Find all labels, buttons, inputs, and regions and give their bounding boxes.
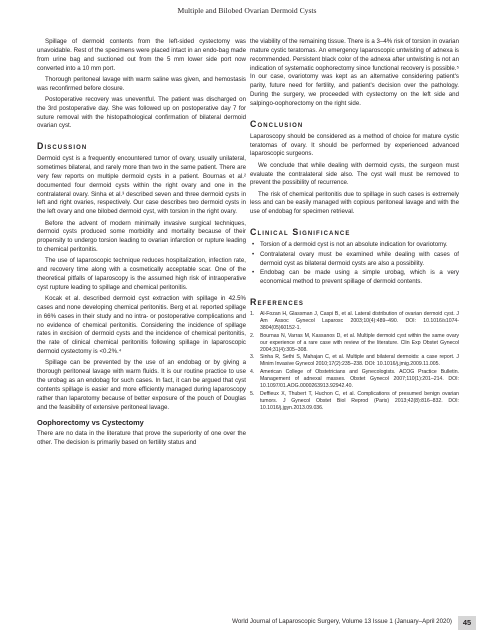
clinical-significance-list bbox=[250, 241, 459, 287]
reference-number: 1. bbox=[250, 310, 255, 317]
references-heading: References bbox=[250, 296, 305, 307]
body-paragraph: Thorough peritoneal lavage with warm saline was given, and hemostasis was reconfirmed before closure. bbox=[37, 75, 246, 92]
body-paragraph: the viability of the remaining tissue. There is a 3–4% risk of torsion in ovarian mature cystic teratomas. An emergency laparoscopic untwisting of adnexa is recommended. Persistent black color of the adnexa after untwisting is not an indication of systematic oophorectomy since functional recovery is possible.⁵ In our case, ovariotomy was kept as an alternative considering patient's parity, future need for fertility, and patient's decision over the pathology. During the surgery, we proceeded with cystectomy on the left side and salpingo-oophorectomy on the right side. bbox=[250, 38, 459, 107]
reference-text: American College of Obstetricians and Gynecologists. ACOG Practice Bulletin. Management of adnexal masses. Obstet Gynecol 2007;110(1):201–214. DOI: 10.1097/01.AOG.0000263913.92942.40. bbox=[260, 369, 459, 390]
body-paragraph: Laparoscopy should be considered as a method of choice for mature cystic teratomas of ovary. It should be performed by experienced advanced laparoscopic surgeons. bbox=[250, 132, 459, 158]
reference-item bbox=[250, 332, 459, 354]
reference-item bbox=[250, 369, 459, 390]
body-paragraph: Before the advent of modern minimally invasive surgical techniques, dermoid cysts produced some morbidity and mortality because of their propensity to undergo torsion leading to ovarian infarction or rupture leading to chemical peritonitis. bbox=[37, 219, 246, 254]
running-head: Multiple and Bilobed Ovarian Dermoid Cysts bbox=[177, 6, 317, 15]
reference-item bbox=[250, 354, 459, 368]
reference-item bbox=[250, 310, 459, 332]
list-item: • Torsion of a dermoid cyst is not an absolute indication for ovariotomy. bbox=[260, 241, 459, 250]
reference-list bbox=[250, 311, 459, 412]
body-paragraph: Spillage can be prevented by the use of an endobag or by giving a thorough peritoneal lavage with warm fluids. It is our routine practice to use the urobag as an endobag for such cases. In fact, it can be argued that cyst contents spillage is easier and more efficiently managed during laparoscopy rather than laparotomy because of better exposure of the pouch of Douglas and the feasibility of extensive peritoneal lavage. bbox=[37, 359, 246, 411]
reference-text: Sinha R, Sethi S, Mahajan C, et al. Multiple and bilateral dermoids: a case report. J Minim Invasive Gynecol 2010;17(2):235–238. DOI: 10.1016/j.jmig.2009.11.005. bbox=[260, 354, 459, 368]
body-paragraph: Dermoid cyst is a frequently encountered tumor of ovary, usually unilateral, sometimes bilateral, and rarely more than two in the same patient. There are very few reports on multiple dermoid cysts in a patient. Bournas et al.² documented four dermoid cysts within the right ovary and one in the contralateral ovary. Sinha et al.³ described seven and three dermoid cysts in left and right ovaries, respectively. Our case describes two dermoid cysts in the left ovary and one bilobed dermoid cyst, with torsion in the right ovary. bbox=[37, 155, 246, 216]
page-footer bbox=[0, 616, 494, 632]
body-paragraph: The risk of chemical peritonitis due to spillage in such cases is extremely less and can be easily managed with copious peritoneal lavage and with the use of endobag for specimen retrieval. bbox=[250, 190, 459, 216]
clinical-significance-heading: Clinical Significance bbox=[250, 227, 351, 238]
body-paragraph: We conclude that while dealing with dermoid cysts, the surgeon must evaluate the contralateral side also. The cyst wall must be removed to prevent the possibility of recurrence. bbox=[250, 161, 459, 187]
list-item: • Contralateral ovary must be examined while dealing with cases of dermoid cyst as bilateral dermoid cysts are also a possibility. bbox=[260, 251, 459, 269]
reference-text: Bournas N, Varras M, Kassanos D, et al. Multiple dermoid cyst within the same ovary our experience of a rare case with review of the literature. Clin Exp Obstet Gynecol 2004;31(4):305–308. bbox=[260, 332, 459, 353]
body-paragraph: The use of laparoscopic technique reduces hospitalization, infection rate, and recovery time along with a cosmetically acceptable scar. One of the theoretical pitfalls of laparoscopy is the assumed high risk of intraoperative cyst rupture leading to spillage and chemical peritonitis. bbox=[37, 257, 246, 291]
reference-number: 3. bbox=[250, 354, 255, 361]
body-paragraph: Spillage of dermoid contents from the left-sided cystectomy was unavoidable. Rest of the specimens were placed intact in an endo-bag made from urine bag and suctioned out from the 5 mm lower side port now converted into a 10 mm port. bbox=[37, 38, 246, 72]
body-paragraph: Kocak et al. described dermoid cyst extraction with spillage in 42.5% cases and none developing chemical peritonitis. Berg et al. reported spillage in 66% cases in their study and no intra- or postoperative complications and no evidence of chemical peritonitis. Considering the incidence of spillage rates in excision of dermoid cysts and the incidence of chemical peritonitis, the rate of clinical chemical peritonitis following spillage in laparoscopic dermoid cystectomy is <0.2%.⁴ bbox=[37, 295, 246, 356]
oophorectomy-heading: Oophorectomy vs Cystectomy bbox=[37, 418, 144, 428]
reference-number: 2. bbox=[250, 332, 255, 339]
right-column bbox=[250, 38, 459, 413]
reference-text: Deffieux X, Thubert T, Huchon C, et al. Complications of presumed benign ovarian tumors. J Gynecol Obstet Biol Reprod (Paris) 2013;42(8):816–832. DOI: 10.1016/j.jgyn.2013.09.036. bbox=[260, 390, 459, 411]
journal-citation: World Journal of Laparoscopic Surgery, Volume 13 Issue 1 (January–April 2020) bbox=[232, 618, 452, 625]
left-column bbox=[37, 38, 246, 450]
discussion-heading: Discussion bbox=[37, 141, 88, 152]
reference-number: 5. bbox=[250, 390, 255, 397]
body-paragraph: There are no data in the literature that prove the superiority of one over the other. The decision is primarily based on fertility status and bbox=[37, 430, 246, 447]
reference-item bbox=[250, 390, 459, 412]
conclusion-heading: Conclusion bbox=[250, 118, 304, 129]
reference-text: Al-Fozan H, Glassman J, Caspi B, et al. Lateral distribution of ovarian dermoid cyst. J Am Assoc Gynecol Laparosc 2003;10(4):489–490. DOI: 10.1016/s1074-3804(05)60152-1. bbox=[260, 310, 459, 332]
page-number: 45 bbox=[458, 616, 476, 630]
list-item: • Endobag can be made using a simple urobag, which is a very economical method to prevent spillage of dermoid contents. bbox=[260, 269, 459, 287]
body-paragraph: Postoperative recovery was uneventful. The patient was discharged on the 3rd postoperative day. She was followed up on postoperative day 7 for suture removal with the histopathological confirmation of bilateral dermoid ovarian cyst. bbox=[37, 95, 246, 130]
reference-number: 4. bbox=[250, 369, 255, 376]
